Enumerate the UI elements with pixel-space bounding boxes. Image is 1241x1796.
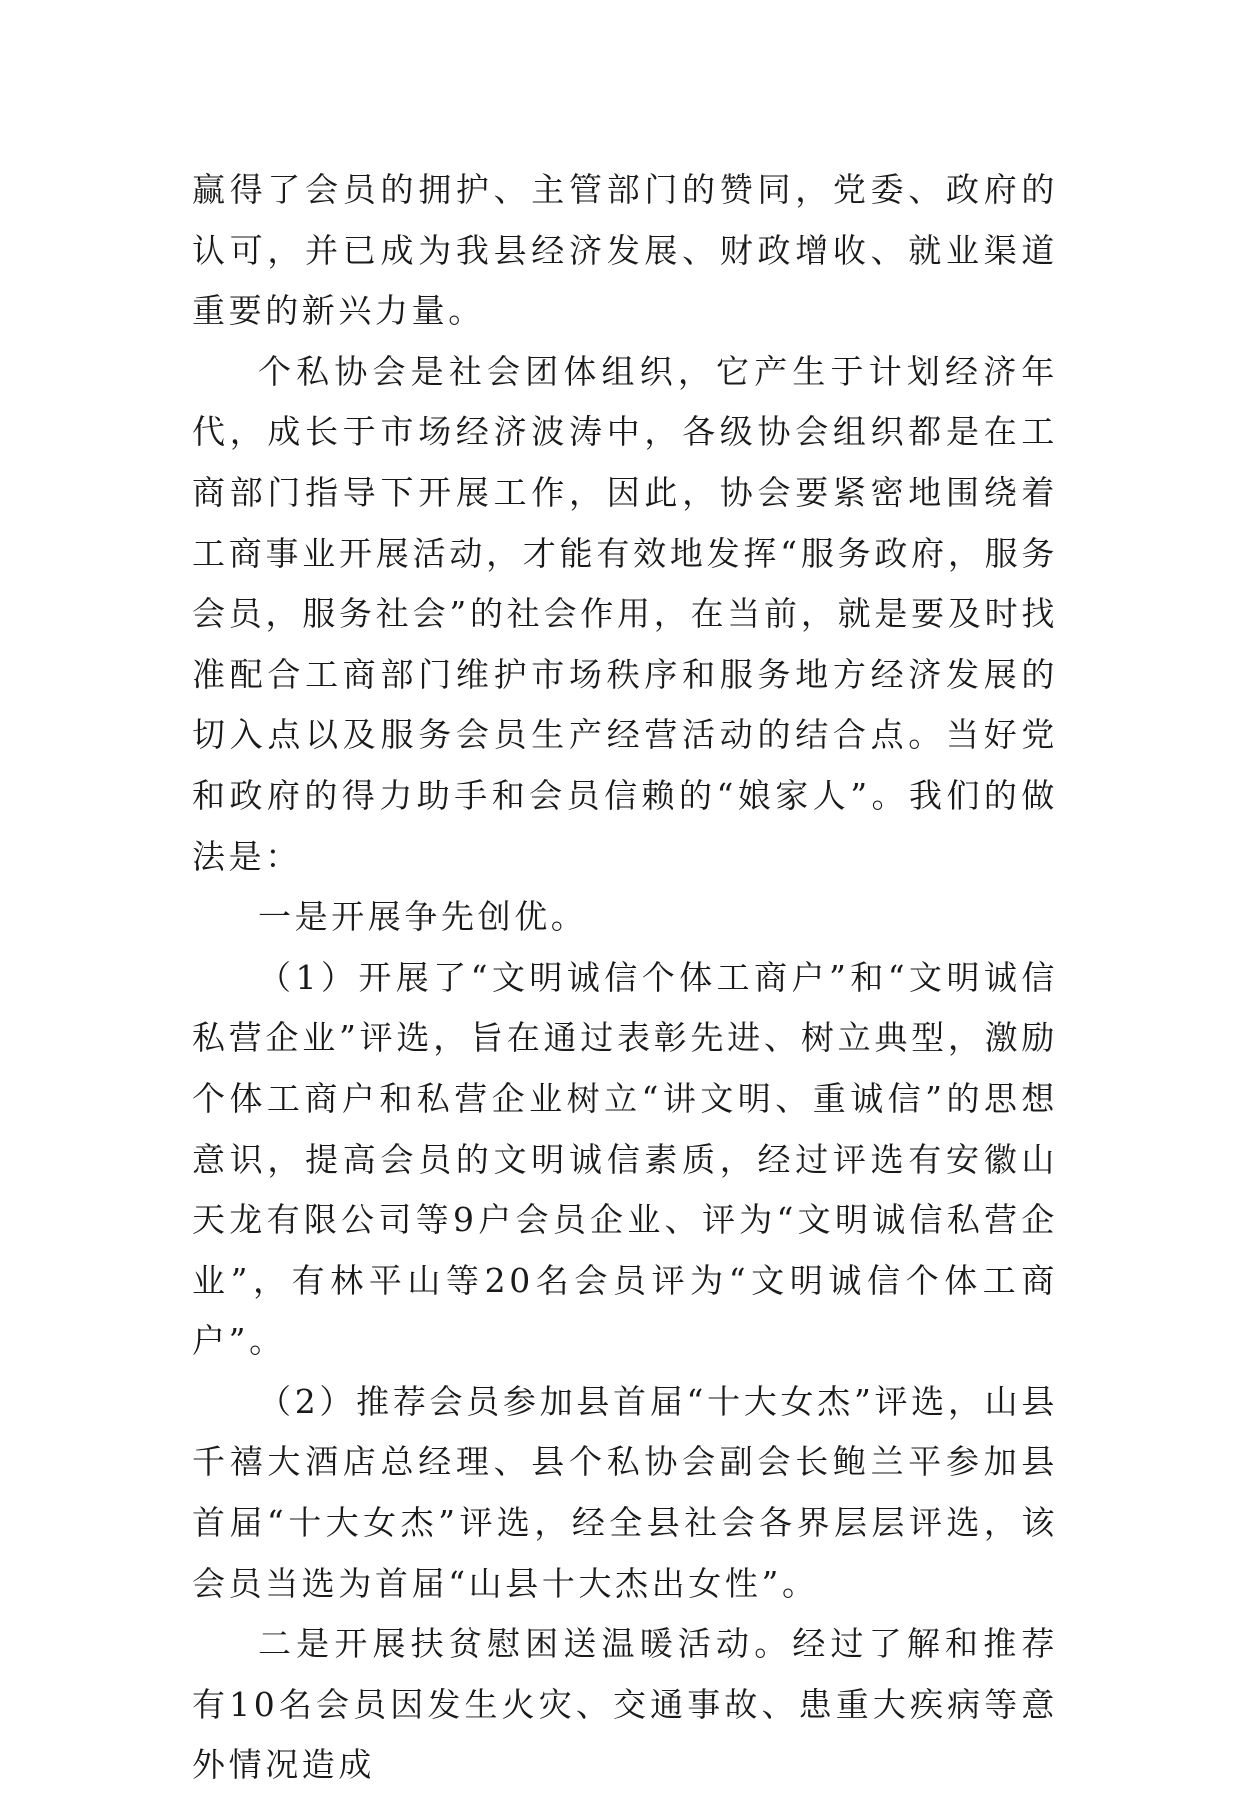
paragraph-item-2: （2）推荐会员参加县首届“十大女杰”评选，山县千禧大酒店总经理、县个私协会副会长鲍兰平参加县首届“十大女杰”评选，经全县社会各界层层评选，该会员当选为首届“山县十大杰出女性”。 (192, 1381, 1058, 1603)
paragraph-association-role: 个私协会是社会团体组织，它产生于计划经济年代，成长于市场经济波涛中，各级协会组织都是在工商部门指导下开展工作，因此，协会要紧密地围绕着工商事业开展活动，才能有效地发挥“服务政府，服务会员，服务社会”的社会作用，在当前，就是要及时找准配合工商部门维护市场秩序和服务地方经济发展的切入点以及服务会员生产经营活动的结合点。当好党和政府的得力助手和会员信赖的“娘家人”。我们的做法是： (192, 351, 1058, 876)
paragraph-item-1: （1）开展了“文明诚信个体工商户”和“文明诚信私营企业”评选，旨在通过表彰先进、树立典型，激励个体工商户和私营企业树立“讲文明、重诚信”的思想意识，提高会员的文明诚信素质，经过评选有安徽山天龙有限公司等9户会员企业、评为“文明诚信私营企业”，有林平山等20名会员评为“文明诚信个体工商户”。 (192, 957, 1058, 1361)
paragraph-heading-first: 一是开展争先创优。 (258, 897, 588, 937)
document-body (192, 160, 1058, 1796)
paragraph-heading-second: 二是开展扶贫慰困送温暖活动。经过了解和推荐有10名会员因发生火灾、交通事故、患重大疾病等意外情况造成 (192, 1624, 1058, 1785)
paragraph-member-support: 赢得了会员的拥护、主管部门的赞同，党委、政府的认可，并已成为我县经济发展、财政增收、就业渠道重要的新兴力量。 (192, 170, 1058, 331)
